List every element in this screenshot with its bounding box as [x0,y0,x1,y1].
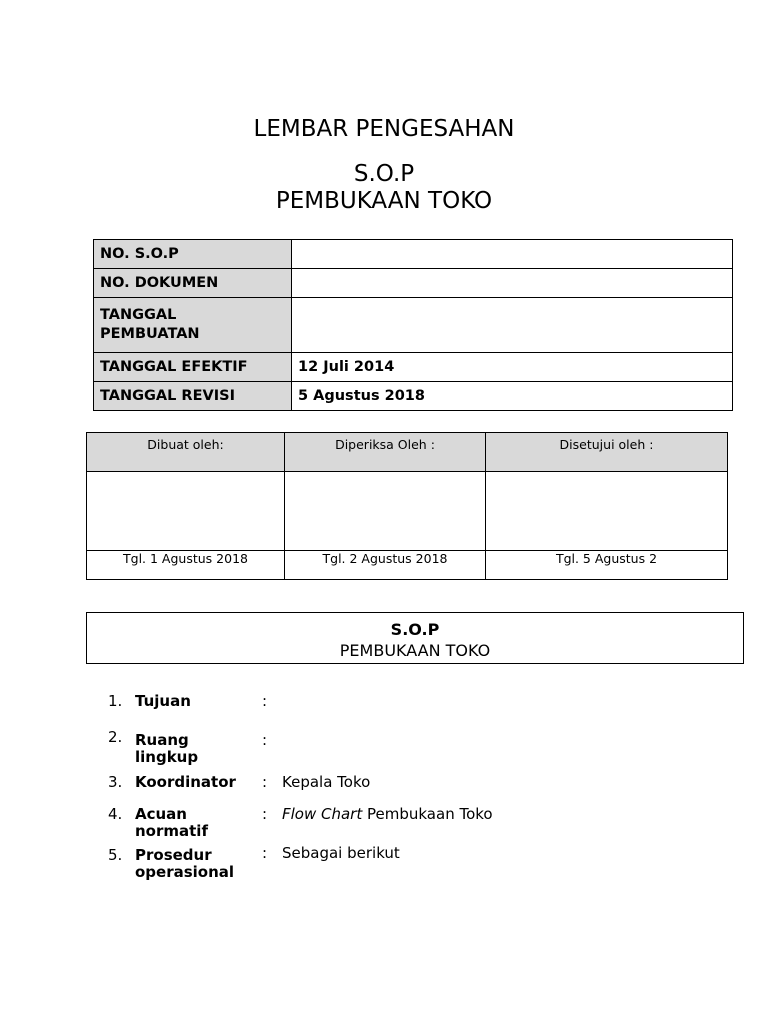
list-key [135,806,208,840]
sop-heading-box [86,612,744,664]
signature-space [285,472,486,551]
list-colon: : [262,692,268,710]
info-label-line: PEMBUATAN [100,326,200,342]
list-value-rest: Pembukaan Toko [362,805,493,823]
list-key-line: Ruang [135,731,189,749]
list-number: 5. [108,846,123,864]
info-value [292,269,733,298]
signature-date-row [87,551,728,580]
signature-space [486,472,728,551]
sop-heading-name: PEMBUKAAN TOKO [339,641,491,660]
info-label: TANGGAL REVISI [94,382,292,411]
list-key-line: Acuan [135,805,187,823]
info-value [292,240,733,269]
signature-space-row [87,472,728,551]
info-label: NO. DOKUMEN [94,269,292,298]
list-colon: : [262,805,268,823]
list-colon: : [262,773,268,791]
document-subtitle-sop: S.O.P [353,161,415,187]
signature-header-dibuat: Dibuat oleh: [87,433,285,472]
info-value [292,298,733,353]
list-value [282,806,493,823]
list-key: Tujuan [135,692,191,710]
signature-header-row [87,433,728,472]
list-value: Sebagai berikut [282,844,400,862]
signature-table [86,432,728,580]
signature-header-disetujui: Disetujui oleh : [486,433,728,472]
info-row-tanggal-revisi [94,382,733,411]
info-row-tanggal-pembuatan [94,298,733,353]
list-key-line: operasional [135,863,235,881]
list-number: 3. [108,773,123,791]
signature-space [87,472,285,551]
info-value: 5 Agustus 2018 [292,382,733,411]
list-key [135,847,234,881]
info-label [94,298,292,353]
list-number: 4. [108,805,123,823]
document-subtitle-name: PEMBUKAAN TOKO [275,188,493,214]
list-colon: : [262,844,268,862]
list-key: Koordinator [135,773,236,791]
signature-header-diperiksa: Diperiksa Oleh : [285,433,486,472]
signature-date: Tgl. 2 Agustus 2018 [285,551,486,580]
info-table [93,239,733,411]
list-colon: : [262,731,268,749]
info-row-tanggal-efektif [94,353,733,382]
list-number: 1. [108,692,123,710]
info-label-line: TANGGAL [100,307,177,323]
info-row-no-dokumen [94,269,733,298]
list-key-line: lingkup [135,748,199,766]
list-key-line: Prosedur [135,846,212,864]
list-value-italic: Flow Chart [282,805,363,823]
list-key [135,732,198,766]
info-value: 12 Juli 2014 [292,353,733,382]
list-value: Kepala Toko [282,773,371,791]
signature-date: Tgl. 1 Agustus 2018 [87,551,285,580]
document-title: LEMBAR PENGESAHAN [253,116,515,142]
signature-date: Tgl. 5 Agustus 2 [486,551,728,580]
info-row-no-sop [94,240,733,269]
info-label: NO. S.O.P [94,240,292,269]
list-number: 2. [108,728,123,746]
info-label: TANGGAL EFEKTIF [94,353,292,382]
sop-heading-label: S.O.P [390,620,440,639]
list-key-line: normatif [135,822,208,840]
